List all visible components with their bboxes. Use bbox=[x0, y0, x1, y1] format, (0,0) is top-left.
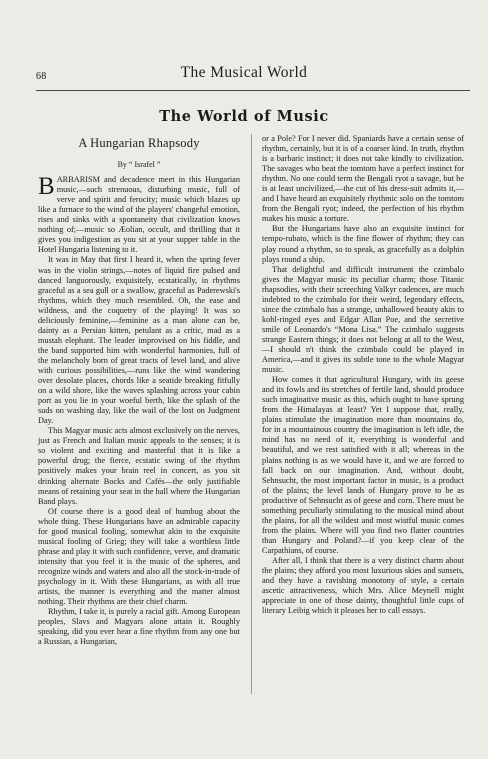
header-rule bbox=[36, 90, 470, 91]
paragraph: Of course there is a good deal of humbug about the whole thing. These Hungarians have an admirable capacity for good musical fooling, somewhat akin to the exquisite musical fooling of Grieg; they will take a worthless little phrase and play it with such confidence, verve, and dramatic intensity that you feel it is the music of the spheres, and recognize winds and waters and also all the stock-in-trade of psychology in it. With these Hungarians, as with all true artists, the manner is everything and the matter almost nothing. Their rhythms are their chief charm. bbox=[38, 506, 240, 607]
paragraph: How comes it that agricultural Hungary, with its geese and its fowls and its stretches of fertile land, should produce such imaginative music as this, which ought to have sprung from the Himalayas at least? Yet I suppose that, really, plains stimulate the imagination more than mountains do, for in a mountainous country the imagination is left idle, the mind has no need of it, everything is wonderful and beautiful, and we rest satisfied with it all; whereas in the plains nothing is as we would have it, and we are forced to fall back on our imagination. And, without doubt, Sehnsucht, the most important factor in music, is a product of the plains; the level lands of Hungary prove to be as productive of Sehnsucht as of geese and corn. There must be something peculiarly stimulating to the musical mind about the plains, for all the wildest and most wistful music comes from the plains. Where will you find two flatter countries than Hungary and Poland?—if you keep clear of the Carpathians, of course. bbox=[262, 375, 464, 555]
left-column bbox=[38, 138, 240, 647]
column-divider bbox=[251, 134, 252, 694]
byline: By “ Israfel ” bbox=[117, 160, 161, 170]
paragraph: After all, I think that there is a very distinct charm about the plains; they afford you most luxurious skies and sunsets, and they have a ravishing monotony of style, a certain ascetic attractiveness, which Mrs. Alice Meynell might appreciate in one of those dainty, thoughtful little cups of literary Leibig which it pleases her to call essays. bbox=[262, 555, 464, 616]
paragraph: It was in May that first I heard it, when the spring fever was in the violin strings,—notes of liquid fire pulsed and danced languorously, exquisitely, ecstatically, in rhythms graceful as a sea gull or a swallow, graceful as Paderewski's rhythms, which they much resembled. Oh, the ease and wildness, and the coquetry of the playing! It was so deliciously feminine,—feminine as a man alone can be, dainty as a Persian kitten, petulant as a critic, mad as a mustah elephant. The leader improvised on his fiddle, and the band supported him with wonderful harmonies, full of the melancholy born of great tracts of level land, and alive with curious possibilities,—runs like the wind wandering over desolate places, chords like a seatide breaking fitfully on a wild shore, like the waves splashing across your cabin port as you lie in your woeful berth, like the splash of the suds on washing day, like the wail of the lost on Judgment Day. bbox=[38, 255, 240, 426]
paragraph: Rhythm, I take it, is purely a racial gift. Among European peoples, Slavs and Magyars alone attain it. Roughly speaking, did you ever hear a fine rhythm from any one but a Russian, a Hungarian, bbox=[38, 607, 240, 647]
running-head: The Musical World bbox=[180, 64, 308, 81]
paragraph: This Magyar music acts almost exclusively on the nerves, just as French and Italian music appeals to the senses; it is so violent and exciting and masterful that it is like a powerful drug; the fierce, ecstatic swing of the rhythm positively makes your brain reel in concert, as you sit drinking alternate Bocks and Cafés—the only justifiable means of retaining your seat in the hall where the Hungarian Band plays. bbox=[38, 426, 240, 506]
drop-cap: B bbox=[38, 173, 55, 201]
section-title: The World of Music bbox=[159, 108, 329, 125]
article-title: A Hungarian Rhapsody bbox=[78, 136, 200, 150]
paragraph: BARBARISM and decadence meet in this Hungarian music,—such strenuous, disturbing music, full of verve and spirit and ferocity; music which blazes up like a furnace to the wind of the players' changeful emotion, rises and sinks with a spontaneity that civilization knows nothing of;—music so Æolian, occult, and thrilling that it gives you indigestion as you sit at your supper table in the Hotel Hungaria listening to it. bbox=[38, 173, 240, 255]
paragraph: That delightful and difficult instrument the czimbalo gives the Magyar music its peculiar charm; those Titanic rhapsodies, with their screeching Valkyr cadences, are much indebted to the czimbalo for their weird, legendary effects, since the czimbalo has a strange, unhallowed beauty akin to kohl-ringed eyes and Edgar Allan Poe, and the secretive smile of Leonardo's “Mona Lisa.” The czimbalo suggests strange Eastern things; it does not belong at all to the West,—I should n't think the czimbalo could be played in America,—and it gives its subtle tone to the whole Magyar music. bbox=[262, 264, 464, 375]
paragraph: or a Pole? For I never did. Spaniards have a certain sense of rhythm, certainly, but it is of a coarser kind. In truth, rhythm is a barbaric instinct; it does not take kindly to civilization. The savages who beat the tomtom have a perfect instinct for rhythm. No one could term the Bengali ryot a savage, but he is at least uncivilized,—the cut of his dress-suit admits it,—and I have heard an exquisitely rhythmic solo on the tomtom from the Bengali ryot; indeed, the perfection of his rhythm makes his music a torture. bbox=[262, 134, 464, 224]
page-number: 68 bbox=[36, 71, 47, 82]
right-column bbox=[262, 134, 464, 616]
paragraph: But the Hungarians have also an exquisite instinct for tempo-rubato, which is the fine flower of rhythm; they can play round a rhythm, so to speak, as gracefully as a dolphin plays round a ship. bbox=[262, 224, 464, 264]
